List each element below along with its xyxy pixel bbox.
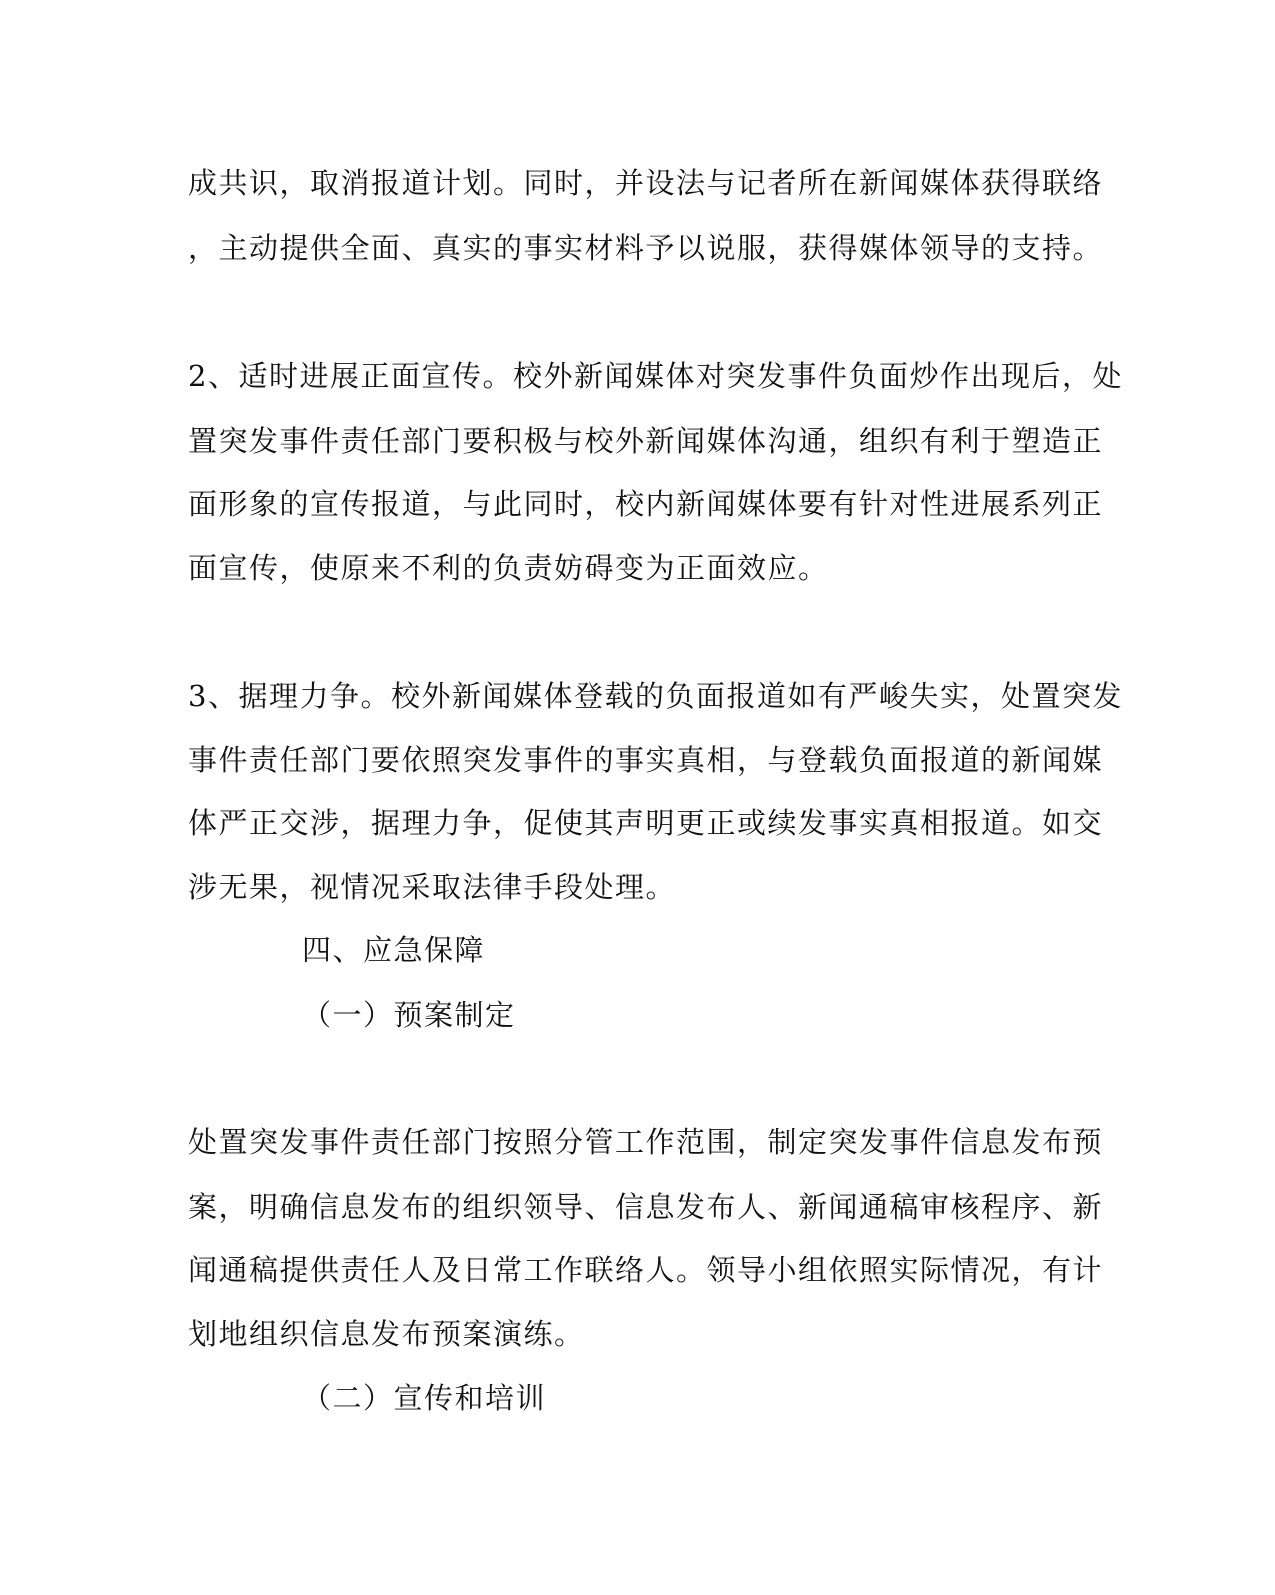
paragraph-4-line-4: 划地组织信息发布预案演练。 [188,1317,585,1351]
subsection-heading-plan-formulation: （一）预案制定 [302,998,516,1032]
paragraph-2-line-2: 置突发事件责任部门要积极与校外新闻媒体沟通，组织有利于塑造正 [188,424,1104,458]
paragraph-2-line-1: 2、适时进展正面宣传。校外新闻媒体对突发事件负面炒作出现后，处 [188,359,1123,393]
section-heading-emergency-support: 四、应急保障 [302,933,486,967]
subsection-heading-publicity-training: （二）宣传和培训 [302,1381,547,1415]
paragraph-4-line-1: 处置突发事件责任部门按照分管工作范围，制定突发事件信息发布预 [188,1125,1104,1159]
paragraph-3-line-2: 事件责任部门要依照突发事件的事实真相，与登载负面报道的新闻媒 [188,743,1104,777]
paragraph-3-line-3: 体严正交涉，据理力争，促使其声明更正或续发事实真相报道。如交 [188,806,1104,840]
paragraph-3-line-1: 3、据理力争。校外新闻媒体登载的负面报道如有严峻失实，处置突发 [188,679,1123,713]
paragraph-1-line-1: 成共识，取消报道计划。同时，并设法与记者所在新闻媒体获得联络 [188,166,1104,200]
paragraph-2-line-3: 面形象的宣传报道，与此同时，校内新闻媒体要有针对性进展系列正 [188,487,1104,521]
paragraph-4-line-2: 案，明确信息发布的组织领导、信息发布人、新闻通稿审核程序、新 [188,1190,1104,1224]
paragraph-4-line-3: 闻通稿提供责任人及日常工作联络人。领导小组依照实际情况，有计 [188,1253,1104,1287]
paragraph-3-line-4: 涉无果，视情况采取法律手段处理。 [188,870,677,904]
paragraph-2-line-4: 面宣传，使原来不利的负责妨碍变为正面效应。 [188,551,829,585]
paragraph-1-line-2: ，主动提供全面、真实的事实材料予以说服，获得媒体领导的支持。 [188,231,1104,265]
